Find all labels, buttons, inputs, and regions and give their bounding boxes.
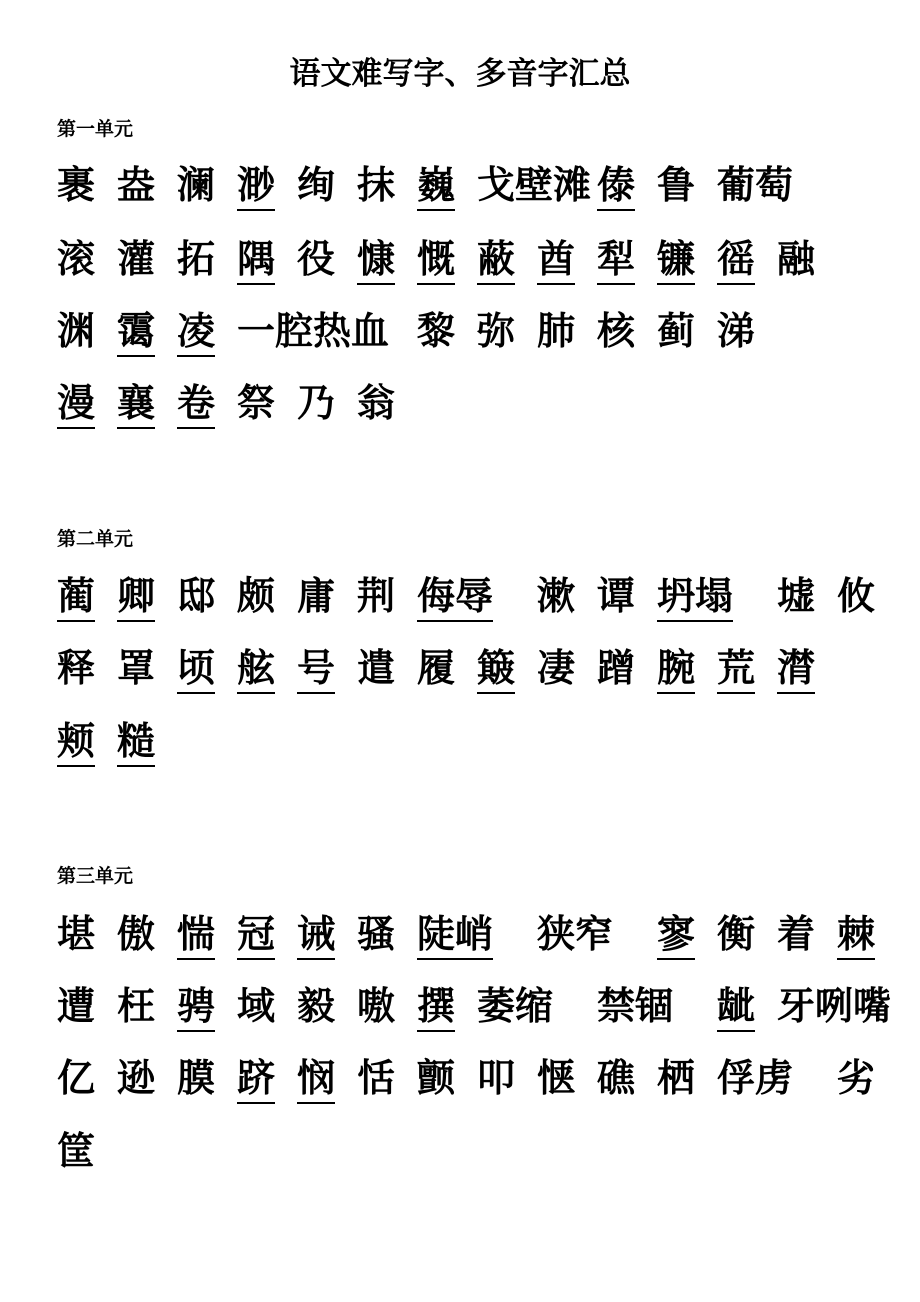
- document-title: 语文难写字、多音字汇总: [289, 56, 631, 92]
- character: 禁锢: [597, 984, 674, 1028]
- underlined-character: 侮辱: [417, 574, 493, 622]
- character: 一腔热血: [237, 309, 390, 353]
- underlined-character: 顷: [177, 646, 215, 694]
- underlined-character: 龇: [717, 984, 755, 1032]
- underlined-character: 徭: [717, 237, 755, 285]
- character: 释: [57, 646, 96, 690]
- character: 翁: [357, 381, 396, 425]
- character: 邸: [177, 574, 216, 618]
- character: 域: [237, 984, 276, 1028]
- character: 劣: [837, 1056, 876, 1100]
- character: 涕: [717, 309, 756, 353]
- underlined-character: 卿: [117, 574, 155, 622]
- character: 俘虏: [717, 1056, 794, 1100]
- underlined-character: 襄: [117, 381, 155, 429]
- underlined-character: 慷: [357, 237, 395, 285]
- character: 盎: [117, 163, 156, 207]
- underlined-character: 棘: [837, 912, 875, 960]
- underlined-character: 潸: [777, 646, 815, 694]
- underlined-character: 蔺: [57, 574, 95, 622]
- character: 祭: [237, 381, 276, 425]
- character: 滚: [57, 237, 96, 281]
- character: 颇: [237, 574, 276, 618]
- character: 蓟: [657, 309, 696, 353]
- character: 枉: [117, 984, 156, 1028]
- character: 叩: [477, 1056, 516, 1100]
- underlined-character: 撰: [417, 984, 455, 1032]
- underlined-character: 陡峭: [417, 912, 493, 960]
- character: 傲: [117, 912, 156, 956]
- character: 荆: [357, 574, 396, 618]
- character: 筐: [57, 1129, 96, 1173]
- character: 葡萄: [717, 163, 794, 207]
- underlined-character: 渺: [237, 163, 275, 211]
- character: 亿: [57, 1056, 96, 1100]
- unit-label-1: 第一单元: [57, 118, 134, 140]
- character: 戈壁滩: [477, 163, 592, 207]
- underlined-character: 跻: [237, 1056, 275, 1104]
- character: 膜: [177, 1056, 216, 1100]
- character: 抹: [357, 163, 396, 207]
- character: 骚: [357, 912, 396, 956]
- character: 墟: [777, 574, 816, 618]
- character: 狭窄: [537, 912, 614, 956]
- character: 攸: [837, 574, 876, 618]
- underlined-character: 巍: [417, 163, 455, 211]
- underlined-character: 簸: [477, 646, 515, 694]
- underlined-character: 傣: [597, 163, 635, 211]
- character: 谭: [597, 574, 636, 618]
- character: 着: [777, 912, 816, 956]
- character: 绚: [297, 163, 336, 207]
- underlined-character: 凌: [177, 309, 215, 357]
- character: 嗷: [357, 984, 396, 1028]
- character: 衡: [717, 912, 756, 956]
- character: 遭: [57, 984, 96, 1028]
- character: 澜: [177, 163, 216, 207]
- underlined-character: 惴: [177, 912, 215, 960]
- underlined-character: 颊: [57, 719, 95, 767]
- character: 惬: [537, 1056, 576, 1100]
- underlined-character: 寥: [657, 912, 695, 960]
- underlined-character: 荒: [717, 646, 755, 694]
- underlined-character: 腕: [657, 646, 695, 694]
- character: 履: [417, 646, 456, 690]
- character: 凄: [537, 646, 576, 690]
- underlined-character: 镰: [657, 237, 695, 285]
- underlined-character: 漫: [57, 381, 95, 429]
- character: 拓: [177, 237, 216, 281]
- character: 黎: [417, 309, 456, 353]
- character: 鲁: [657, 163, 696, 207]
- character: 灌: [117, 237, 156, 281]
- underlined-character: 冠: [237, 912, 275, 960]
- character: 役: [297, 237, 336, 281]
- character: 毅: [297, 984, 336, 1028]
- character: 遣: [357, 646, 396, 690]
- character: 裹: [57, 163, 96, 207]
- character: 核: [597, 309, 636, 353]
- underlined-character: 悯: [297, 1056, 335, 1104]
- underlined-character: 号: [297, 646, 335, 694]
- character: 堪: [57, 912, 96, 956]
- character: 乃: [297, 381, 336, 425]
- underlined-character: 骋: [177, 984, 215, 1032]
- underlined-character: 犁: [597, 237, 635, 285]
- character: 逊: [117, 1056, 156, 1100]
- character: 栖: [657, 1056, 696, 1100]
- character: 礁: [597, 1056, 636, 1100]
- character: 罩: [117, 646, 156, 690]
- underlined-character: 糙: [117, 719, 155, 767]
- underlined-character: 诫: [297, 912, 335, 960]
- unit-label-2: 第二单元: [57, 528, 134, 550]
- underlined-character: 蔽: [477, 237, 515, 285]
- unit-label-3: 第三单元: [57, 865, 134, 887]
- character: 蹭: [597, 646, 636, 690]
- underlined-character: 隅: [237, 237, 275, 285]
- underlined-character: 霭: [117, 309, 155, 357]
- underlined-character: 卷: [177, 381, 215, 429]
- character: 庸: [297, 574, 336, 618]
- character: 弥: [477, 309, 516, 353]
- underlined-character: 坍塌: [657, 574, 733, 622]
- character: 肺: [537, 309, 576, 353]
- character: 萎缩: [477, 984, 554, 1028]
- character: 颤: [417, 1056, 456, 1100]
- underlined-character: 舷: [237, 646, 275, 694]
- underlined-character: 酋: [537, 237, 575, 285]
- character: 融: [777, 237, 816, 281]
- underlined-character: 慨: [417, 237, 455, 285]
- character: 恬: [357, 1056, 396, 1100]
- character: 漱: [537, 574, 576, 618]
- character: 牙咧嘴: [777, 984, 892, 1028]
- character: 渊: [57, 309, 96, 353]
